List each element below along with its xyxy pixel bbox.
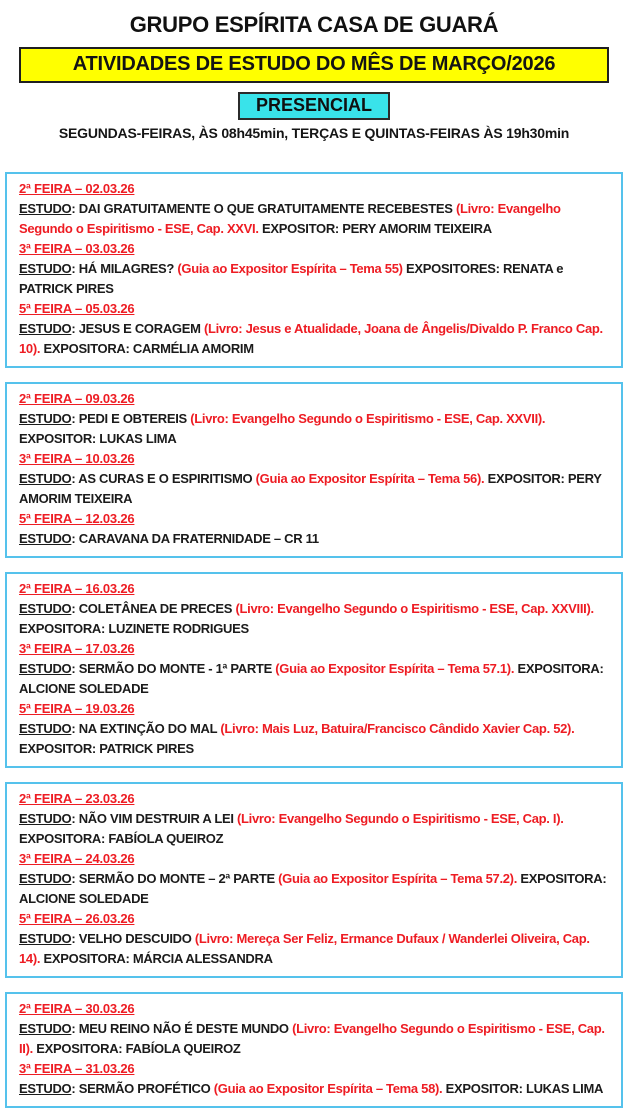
entry-study — [19, 599, 611, 639]
study-reference: (Livro: Mereça Ser Feliz, Ermance Dufaux / Wanderlei Oliveira, Cap. 14). — [19, 931, 590, 966]
study-reference: (Livro: Evangelho Segundo o Espiritismo - ESE, Cap. XXVI. — [19, 201, 561, 236]
mode-badge — [238, 92, 390, 120]
entry-date: 3ª FEIRA – 24.03.26 — [19, 851, 135, 866]
study-presenter: EXPOSITORA: ALCIONE SOLEDADE — [19, 871, 607, 906]
study-topic: : SERMÃO DO MONTE – 2ª PARTE — [71, 871, 279, 886]
schedule-entry — [19, 299, 611, 359]
entry-study — [19, 809, 611, 849]
entry-study — [19, 259, 611, 299]
study-topic: : JESUS E CORAGEM — [71, 321, 204, 336]
study-reference: (Livro: Evangelho Segundo o Espiritismo - ESE, Cap. XXVII). — [190, 411, 546, 426]
entry-study — [19, 529, 611, 549]
entry-study — [19, 659, 611, 699]
entry-date: 3ª FEIRA – 17.03.26 — [19, 641, 135, 656]
schedule-entry — [19, 239, 611, 299]
study-label: ESTUDO — [19, 411, 72, 426]
study-label: ESTUDO — [19, 531, 72, 546]
study-topic: : NÃO VIM DESTRUIR A LEI — [71, 811, 237, 826]
entry-date: 5ª FEIRA – 05.03.26 — [19, 301, 135, 316]
entry-study — [19, 1079, 611, 1099]
study-reference: (Guia ao Expositor Espírita – Tema 56). — [255, 471, 485, 486]
entry-study — [19, 199, 611, 239]
study-topic: : AS CURAS E O ESPIRITISMO — [71, 471, 256, 486]
schedule-entry — [19, 579, 611, 639]
study-topic: : PEDI E OBTEREIS — [71, 411, 191, 426]
entry-study — [19, 469, 611, 509]
schedule-entry — [19, 999, 611, 1059]
study-label: ESTUDO — [19, 661, 72, 676]
study-presenter: EXPOSITOR: PATRICK PIRES — [19, 741, 194, 756]
study-reference: (Livro: Evangelho Segundo o Espiritismo - ESE, Cap. II). — [19, 1021, 605, 1056]
entry-date: 2ª FEIRA – 23.03.26 — [19, 791, 135, 806]
study-presenter: EXPOSITOR: LUKAS LIMA — [19, 431, 177, 446]
study-reference: (Guia ao Expositor Espírita – Tema 57.1). — [275, 661, 515, 676]
entry-study — [19, 719, 611, 759]
study-label: ESTUDO — [19, 931, 72, 946]
schedule-entry — [19, 849, 611, 909]
week-box-3 — [5, 572, 623, 768]
schedule-hours: SEGUNDAS-FEIRAS, ÀS 08h45min, TERÇAS E QUINTAS-FEIRAS ÀS 19h30min — [58, 125, 570, 141]
entry-date: 2ª FEIRA – 02.03.26 — [19, 181, 135, 196]
entry-date: 2ª FEIRA – 30.03.26 — [19, 1001, 135, 1016]
study-reference: (Livro: Evangelho Segundo o Espiritismo - ESE, Cap. XXVIII). — [235, 601, 594, 616]
study-topic: : COLETÂNEA DE PRECES — [71, 601, 236, 616]
study-label: ESTUDO — [19, 471, 72, 486]
entry-date: 3ª FEIRA – 10.03.26 — [19, 451, 135, 466]
study-presenter: EXPOSITORA: LUZINETE RODRIGUES — [19, 621, 249, 636]
schedule-entry — [19, 449, 611, 509]
study-topic: : CARAVANA DA FRATERNIDADE – CR 11 — [71, 531, 319, 546]
entry-study — [19, 929, 611, 969]
study-topic: : SERMÃO PROFÉTICO — [71, 1081, 214, 1096]
entry-date: 5ª FEIRA – 19.03.26 — [19, 701, 135, 716]
study-reference: (Livro: Jesus e Atualidade, Joana de Ângelis/Divaldo P. Franco Cap. 10). — [19, 321, 603, 356]
study-label: ESTUDO — [19, 261, 72, 276]
schedule-entry — [19, 389, 611, 449]
week-box-5 — [5, 992, 623, 1108]
schedule-entry — [19, 639, 611, 699]
study-reference: (Livro: Evangelho Segundo o Espiritismo - ESE, Cap. I). — [236, 811, 564, 826]
study-presenter: EXPOSITORA: CARMÉLIA AMORIM — [40, 341, 254, 356]
week-box-2 — [5, 382, 623, 558]
study-label: ESTUDO — [19, 721, 72, 736]
month-banner-label: ATIVIDADES DE ESTUDO DO MÊS DE MARÇO/2026 — [72, 53, 556, 75]
study-label: ESTUDO — [19, 601, 72, 616]
mode-badge-label: PRESENCIAL — [255, 95, 372, 115]
week-box-1 — [5, 172, 623, 368]
study-reference: (Guia ao Expositor Espírita – Tema 55) — [177, 261, 403, 276]
entry-date: 5ª FEIRA – 12.03.26 — [19, 511, 135, 526]
schedule-entry — [19, 909, 611, 969]
study-topic: : SERMÃO DO MONTE - 1ª PARTE — [71, 661, 276, 676]
entry-date: 2ª FEIRA – 16.03.26 — [19, 581, 135, 596]
week-box-4 — [5, 782, 623, 978]
study-topic: : MEU REINO NÃO É DESTE MUNDO — [71, 1021, 293, 1036]
schedule-entry — [19, 1059, 611, 1099]
study-presenter: EXPOSITOR: PERY AMORIM TEIXEIRA — [19, 471, 602, 506]
entry-date: 3ª FEIRA – 31.03.26 — [19, 1061, 135, 1076]
entry-study — [19, 409, 611, 449]
study-reference: (Guia ao Expositor Espírita – Tema 58). — [213, 1081, 443, 1096]
study-label: ESTUDO — [19, 871, 72, 886]
study-presenter: EXPOSITOR: LUKAS LIMA — [442, 1081, 604, 1096]
study-label: ESTUDO — [19, 1081, 72, 1096]
study-topic: : HÁ MILAGRES? — [71, 261, 178, 276]
study-topic: : VELHO DESCUIDO — [71, 931, 195, 946]
entry-date: 5ª FEIRA – 26.03.26 — [19, 911, 135, 926]
schedule-entry — [19, 179, 611, 239]
study-presenter: EXPOSITORA: FABÍOLA QUEIROZ — [32, 1041, 241, 1056]
study-topic: : NA EXTINÇÃO DO MAL — [71, 721, 221, 736]
study-label: ESTUDO — [19, 321, 72, 336]
entry-study — [19, 1019, 611, 1059]
study-presenter: EXPOSITORA: ALCIONE SOLEDADE — [19, 661, 604, 696]
study-topic: : DAI GRATUITAMENTE O QUE GRATUITAMENTE RECEBESTES — [71, 201, 456, 216]
entry-study — [19, 319, 611, 359]
entry-date: 3ª FEIRA – 03.03.26 — [19, 241, 135, 256]
month-banner — [19, 47, 609, 83]
study-label: ESTUDO — [19, 1021, 72, 1036]
study-reference: (Guia ao Expositor Espírita – Tema 57.2). — [278, 871, 518, 886]
schedule-entry — [19, 509, 611, 549]
schedule-entry — [19, 699, 611, 759]
page-title: GRUPO ESPÍRITA CASA DE GUARÁ — [129, 12, 499, 37]
study-presenter: EXPOSITORA: FABÍOLA QUEIROZ — [19, 831, 224, 846]
study-presenter: EXPOSITORES: RENATA e PATRICK PIRES — [19, 261, 564, 296]
entry-date: 2ª FEIRA – 09.03.26 — [19, 391, 135, 406]
entry-study — [19, 869, 611, 909]
schedule-entry — [19, 789, 611, 849]
study-label: ESTUDO — [19, 201, 72, 216]
study-presenter: EXPOSITOR: PERY AMORIM TEIXEIRA — [258, 221, 492, 236]
study-reference: (Livro: Mais Luz, Batuira/Francisco Cândido Xavier Cap. 52). — [220, 721, 575, 736]
study-label: ESTUDO — [19, 811, 72, 826]
study-presenter: EXPOSITORA: MÁRCIA ALESSANDRA — [40, 951, 273, 966]
